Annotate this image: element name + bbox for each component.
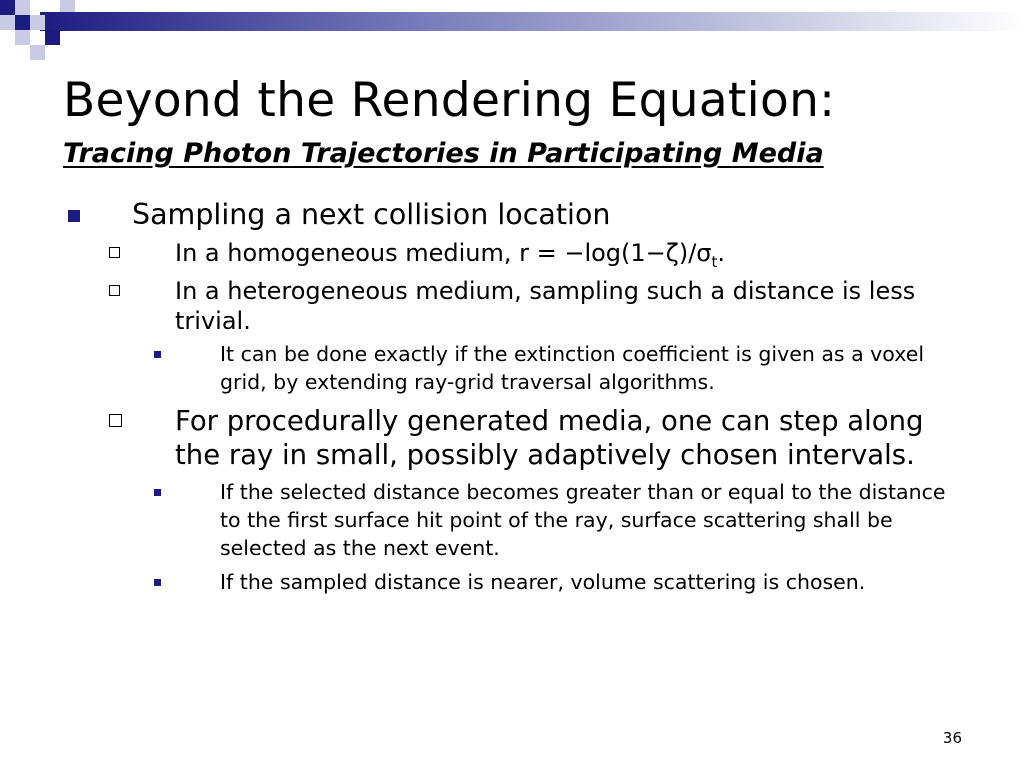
deco-square-navy-3 bbox=[45, 30, 60, 45]
bullet-text: If the sampled distance is nearer, volume scattering is chosen. bbox=[220, 570, 866, 594]
deco-square-pale-4 bbox=[15, 30, 30, 45]
small-square-bullet-icon bbox=[154, 489, 161, 496]
slide-title: Beyond the Rendering Equation: bbox=[63, 73, 836, 128]
slide-subtitle: Tracing Photon Trajectories in Participating Media bbox=[63, 138, 824, 169]
bullet-procedural bbox=[175, 404, 960, 472]
bullet-text-end: . bbox=[717, 239, 725, 267]
bullet-sampling-collision bbox=[60, 196, 960, 234]
bullet-text: In a heterogeneous medium, sampling such a distance is less trivial. bbox=[175, 277, 916, 335]
bullet-text: In a homogeneous medium, r = −log(1−ζ)/σ bbox=[175, 239, 712, 267]
hollow-square-bullet-icon bbox=[109, 247, 120, 258]
header-decoration bbox=[0, 0, 1024, 60]
bullet-list bbox=[60, 196, 960, 596]
bullet-text: If the selected distance becomes greater than or equal to the distance to the first surface hit point of the ray, surface scattering shall be selected as the next event. bbox=[220, 480, 946, 560]
bullet-surface-scattering bbox=[220, 478, 960, 562]
hollow-square-bullet-icon bbox=[109, 285, 120, 296]
square-bullet-icon bbox=[68, 210, 80, 222]
deco-square-pale-1 bbox=[15, 0, 30, 15]
small-square-bullet-icon bbox=[154, 351, 161, 358]
bullet-homogeneous bbox=[175, 238, 960, 271]
small-square-bullet-icon bbox=[154, 579, 161, 586]
bullet-text: It can be done exactly if the extinction coefficient is given as a voxel grid, by extending ray-grid traversal algorithms. bbox=[220, 342, 925, 394]
bullet-heterogeneous bbox=[175, 276, 960, 336]
deco-square-navy-1 bbox=[0, 0, 15, 15]
header-gradient-bar bbox=[40, 12, 1024, 31]
bullet-text: Sampling a next collision location bbox=[132, 198, 611, 231]
deco-square-pale-6 bbox=[60, 0, 75, 12]
sigma-subscript: t bbox=[711, 252, 718, 271]
deco-square-pale-3 bbox=[30, 15, 45, 30]
deco-square-pale-2 bbox=[0, 15, 15, 30]
bullet-text: For procedurally generated media, one can step along the ray in small, possibly adaptively chosen intervals. bbox=[175, 405, 924, 471]
deco-square-pale-5 bbox=[30, 45, 45, 60]
deco-square-navy-2 bbox=[15, 15, 30, 30]
bullet-volume-scattering bbox=[220, 568, 960, 596]
page-number: 36 bbox=[942, 729, 962, 747]
bullet-voxel-grid bbox=[220, 340, 960, 396]
hollow-square-bullet-icon bbox=[109, 414, 122, 427]
